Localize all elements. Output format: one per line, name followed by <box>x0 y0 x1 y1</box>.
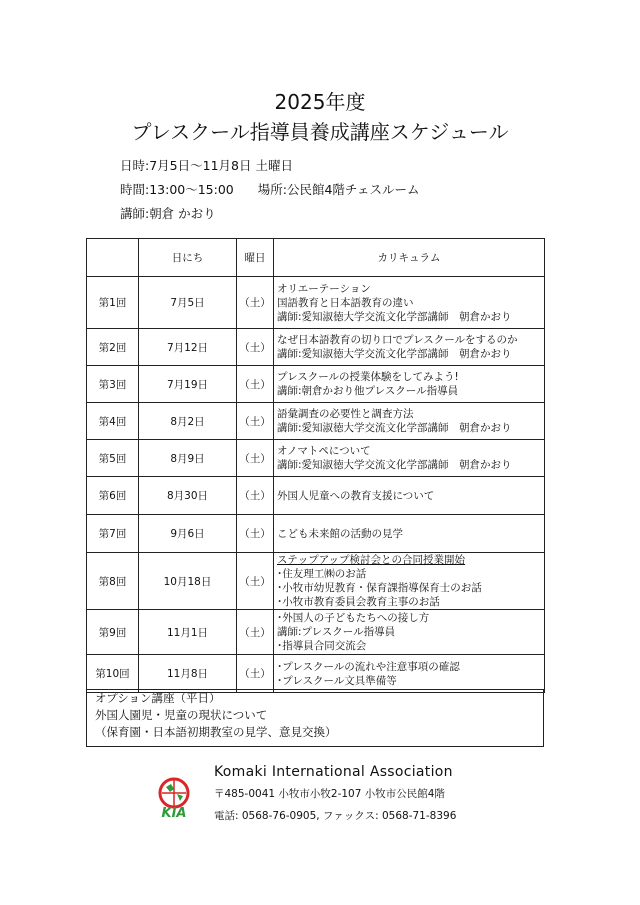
kia-logo <box>152 776 196 820</box>
date-cell: 8月9日 <box>139 440 237 477</box>
curriculum-line: ･小牧市教育委員会教育主事のお話 <box>277 596 440 608</box>
session-cell: 第5回 <box>87 440 139 477</box>
option-line-1: 外国人園児・児童の現状について <box>95 708 268 722</box>
session-cell: 第7回 <box>87 515 139 553</box>
day-cell: （土） <box>237 515 274 553</box>
curriculum-cell <box>274 440 545 477</box>
curriculum-line: 講師:愛知淑徳大学交流文化学部講師 朝倉かおり <box>277 310 512 323</box>
day-cell: （土） <box>237 655 274 693</box>
date-cell: 11月8日 <box>139 655 237 693</box>
curriculum-cell <box>274 366 545 403</box>
curriculum-line: プレスクールの授業体験をしてみよう! <box>277 371 459 383</box>
session-cell: 第2回 <box>87 329 139 366</box>
organization-address: 〒485-0041 小牧市小牧2-107 小牧市公民館4階 <box>214 788 445 800</box>
date-cell: 7月12日 <box>139 329 237 366</box>
table-row <box>87 515 545 553</box>
curriculum-line: オリエーテーション <box>277 282 371 295</box>
curriculum-line: 講師:プレスクール指導員 <box>277 626 396 638</box>
curriculum-line: なぜ日本語教育の切り口でプレスクールをするのか <box>277 334 518 346</box>
page-year: 2025年度 <box>274 90 366 114</box>
header-date: 日にち <box>139 239 237 277</box>
day-cell: （土） <box>237 440 274 477</box>
curriculum-cell <box>274 553 545 610</box>
day-cell: （土） <box>237 277 274 329</box>
day-cell: （土） <box>237 329 274 366</box>
curriculum-line: こども未来館の活動の見学 <box>277 527 403 540</box>
schedule-lecturer: 講師:朝倉 かおり <box>120 206 216 221</box>
table-row <box>87 655 545 693</box>
session-cell: 第3回 <box>87 366 139 403</box>
schedule-table <box>86 238 545 693</box>
table-row <box>87 366 545 403</box>
day-cell: （土） <box>237 403 274 440</box>
table-row <box>87 610 545 655</box>
date-cell: 9月6日 <box>139 515 237 553</box>
logo-text: KIA <box>161 806 187 820</box>
page-title: プレスクール指導員養成講座スケジュール <box>131 120 509 144</box>
session-cell: 第4回 <box>87 403 139 440</box>
curriculum-cell <box>274 477 545 515</box>
table-header-row <box>87 239 545 277</box>
organization-name: Komaki International Association <box>214 764 453 780</box>
header-curriculum: カリキュラム <box>274 239 545 277</box>
table-row <box>87 553 545 610</box>
day-cell: （土） <box>237 366 274 403</box>
curriculum-line: ･外国人の子どもたちへの接し方 <box>277 612 430 624</box>
header-session <box>87 239 139 277</box>
day-cell: （土） <box>237 553 274 610</box>
table-row <box>87 277 545 329</box>
session-cell: 第8回 <box>87 553 139 610</box>
curriculum-line: ･プレスクール文具準備等 <box>277 674 397 687</box>
curriculum-line: ･プレスクールの流れや注意事項の確認 <box>277 660 460 673</box>
date-cell: 11月1日 <box>139 610 237 655</box>
date-cell: 8月2日 <box>139 403 237 440</box>
schedule-dates: 日時:7月5日～11月8日 土曜日 <box>120 158 293 173</box>
table-row <box>87 477 545 515</box>
date-cell: 7月5日 <box>139 277 237 329</box>
date-cell: 8月30日 <box>139 477 237 515</box>
curriculum-line: ･小牧市幼児教育・保育課指導保育士のお話 <box>277 582 482 594</box>
curriculum-line: ステップアップ検討会との合同授業開始 <box>277 554 466 566</box>
schedule-time: 時間:13:00～15:00 <box>120 182 234 197</box>
curriculum-line: 語彙調査の必要性と調査方法 <box>277 408 414 420</box>
organization-phone: 電話: 0568-76-0905, ファックス: 0568-71-8396 <box>214 810 457 822</box>
schedule-time-place <box>120 180 420 198</box>
curriculum-line: 講師:朝倉かおり他プレスクール指導員 <box>277 385 459 397</box>
curriculum-line: ･指導員合同交流会 <box>277 640 367 652</box>
table-row <box>87 329 545 366</box>
curriculum-cell <box>274 515 545 553</box>
header-day: 曜日 <box>237 239 274 277</box>
curriculum-cell <box>274 610 545 655</box>
curriculum-cell <box>274 277 545 329</box>
option-course-box <box>86 689 544 747</box>
curriculum-line: オノマトペについて <box>277 445 371 457</box>
curriculum-line: 国語教育と日本語教育の違い <box>277 296 414 309</box>
curriculum-line: 講師:愛知淑徳大学交流文化学部講師 朝倉かおり <box>277 422 512 434</box>
date-cell: 10月18日 <box>139 553 237 610</box>
day-cell: （土） <box>237 610 274 655</box>
curriculum-cell <box>274 329 545 366</box>
curriculum-cell <box>274 655 545 693</box>
schedule-place: 場所:公民館4階チェスルーム <box>257 182 420 197</box>
curriculum-line: ･住友理工㈱のお話 <box>277 568 367 580</box>
curriculum-line: 講師:愛知淑徳大学交流文化学部講師 朝倉かおり <box>277 348 512 360</box>
session-cell: 第1回 <box>87 277 139 329</box>
curriculum-line: 外国人児童への教育支援について <box>277 489 435 502</box>
date-cell: 7月19日 <box>139 366 237 403</box>
table-row <box>87 403 545 440</box>
table-row <box>87 440 545 477</box>
session-cell: 第10回 <box>87 655 139 693</box>
curriculum-line: 講師:愛知淑徳大学交流文化学部講師 朝倉かおり <box>277 459 512 471</box>
day-cell: （土） <box>237 477 274 515</box>
curriculum-cell <box>274 403 545 440</box>
option-title: オプション講座（平日） <box>95 691 221 705</box>
session-cell: 第6回 <box>87 477 139 515</box>
option-line-2: （保育園・日本語初期教室の見学、意見交換） <box>95 725 337 739</box>
session-cell: 第9回 <box>87 610 139 655</box>
